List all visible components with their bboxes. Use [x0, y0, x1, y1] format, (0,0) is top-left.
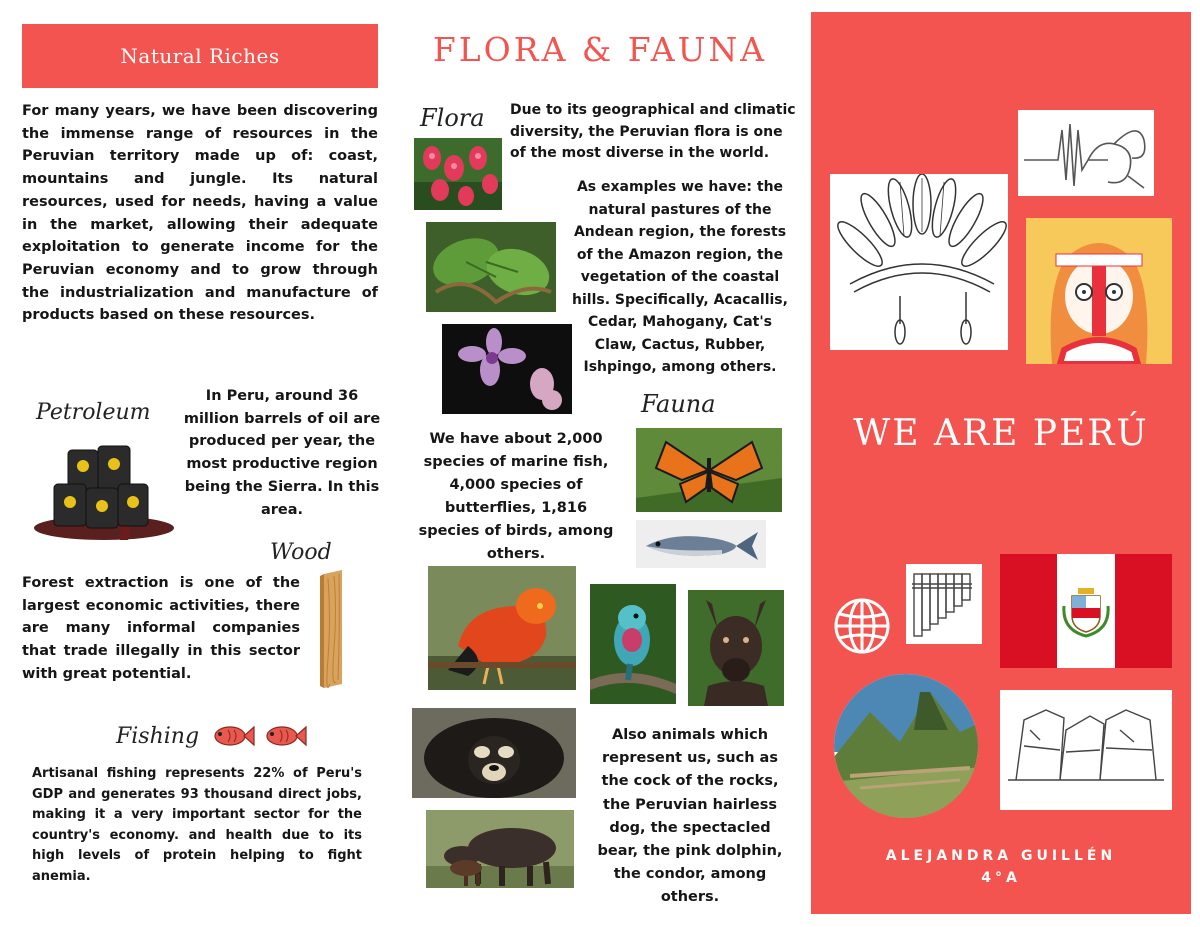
spectacled-bear-photo: [412, 708, 576, 798]
cock-of-the-rock-photo: [428, 566, 576, 690]
machu-picchu-illustration: [830, 672, 982, 820]
natural-riches-banner: [22, 24, 378, 88]
fish-photo: [636, 520, 766, 568]
fish-icon: [210, 722, 256, 750]
headdress-image-frame: [830, 174, 1008, 350]
wood-heading: Wood: [270, 540, 332, 565]
feather-headdress-icon: [830, 174, 1008, 350]
wood-plank-image: [318, 568, 346, 690]
fishing-paragraph: Artisanal fishing represents 22% of Peru's GDP and generates 93 thousand direct jobs, making it a very important sector for the country's economy. and health due to its high levels of protein helping to fight anemia.: [32, 766, 362, 884]
green-leaves-photo: [426, 222, 556, 312]
orchid-photo: [442, 324, 572, 414]
hairless-dog-photo: [688, 590, 784, 706]
fauna-heading: Fauna: [641, 390, 716, 418]
tapir-photo: [426, 810, 574, 888]
petroleum-heading: Petroleum: [36, 400, 151, 425]
peru-flag: [1000, 554, 1172, 668]
fauna-paragraph-2: Also animals which represent us, such as the cock of the rocks, the Peruvian hairless dog, the spectacled bear, the pink dolphin, the condor, among others.: [597, 727, 783, 906]
intro-paragraph: For many years, we have been discovering the immense range of resources in the Peruvian territory made up of: coast, mountains and jungle. Its natural resources, used for needs, having a value in the market, allowing their adequate exploitation to generate income for the Peruvian economy and to grow through the industrialization and manufacture of products based on these resources.: [22, 103, 378, 324]
natural-riches-title: Natural Riches: [120, 44, 280, 68]
wood-paragraph: Forest extraction is one of the largest economic activities, there are many informal companies that trade illegally in this sector with great potential.: [22, 575, 300, 682]
author-class: 4°A: [981, 870, 1021, 886]
fish-icon: [262, 722, 308, 750]
red-flower-photo: [414, 138, 502, 210]
flora-paragraph-1: Due to its geographical and climatic diversity, the Peruvian flora is one of the most diverse in the world.: [510, 102, 796, 161]
fishing-heading: Fishing: [116, 724, 200, 749]
petroleum-paragraph: In Peru, around 36 million barrels of oil are produced per year, the most productive region being the Sierra. In this area.: [183, 388, 381, 518]
butterfly-photo: [636, 428, 782, 512]
nazca-image-frame: [1018, 110, 1154, 196]
author-block: [811, 845, 1191, 889]
flora-fauna-title: FLORA & FAUNA: [432, 30, 768, 69]
globe-icon: [830, 594, 894, 658]
pan-flute-frame: [906, 564, 982, 644]
blue-bird-photo: [590, 584, 676, 704]
sacsayhuaman-wall-icon: [1000, 690, 1172, 810]
author-name: ALEJANDRA GUILLÉN: [885, 848, 1117, 864]
pan-flute-icon: [906, 564, 982, 644]
flora-heading: Flora: [420, 104, 485, 132]
cover-title: WE ARE PERÚ: [853, 413, 1149, 454]
fauna-paragraph-1: We have about 2,000 species of marine fish, 4,000 species of butterflies, 1,816 species of birds, among others.: [418, 431, 614, 562]
stone-wall-frame: [1000, 690, 1172, 810]
nazca-monkey-icon: [1018, 110, 1154, 196]
oil-barrels-image: [24, 440, 184, 544]
peru-girl-illustration: [1026, 218, 1172, 364]
flora-paragraph-2: As examples we have: the natural pastures of the Andean region, the forests of the Amazon region, the vegetation of the coastal hills. Specifically, Acacallis, Cedar, Mahogany, Cat's Claw, Cactus, Rubber, Ishpingo, among others.: [572, 179, 788, 375]
